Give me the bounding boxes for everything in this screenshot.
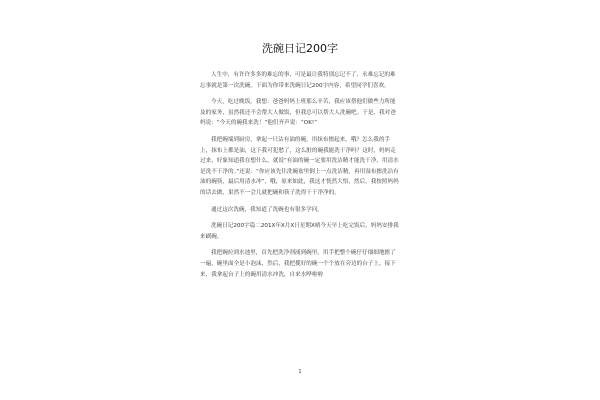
paragraph-2: 今天，吃过晚饭，我想：爸爸妈妈上班那么辛苦，我应该帮他们做些力所能及的家务，虽然我还不会帮大人做饭，但我总可以帮大人洗碗吧。于是，我对爸妈说：“今天的碗我来洗！”他们齐声说：“OK!”: [200, 99, 396, 127]
paragraph-4: 通过这次洗碗，我知道了洗碗也有很多学问。: [211, 206, 323, 213]
document-title: 洗碗日记200字: [262, 42, 338, 55]
paragraph-3: 我把碗端到厨房，拿起一只沾有油的碗，用抹布擦起来，哦？怎么我的手上，抹布上都是油，这下我可犯愁了，这么脏的碗我能洗干净吗？这时，妈妈走过来，好象知道我在想什么，就说“有油的碗一定要用洗洁精才能洗干净，用清水是洗不干净的。”还说：“你应该先往洗碗盆里倒上一点洗洁精，再用湿布擦洗沾有油的碗筷，最后用清水冲”，哦，原来如此，我这才恍然大悟，然后，我按照妈妈的话去做，果然不一会儿就把碗和筷子洗得干干净净的。: [200, 136, 399, 196]
paragraph-1: 人生中，有许许多多的难忘的事，可是最让我特别忘记不了、永难忘记的难忘事就是第一次洗碗。下面为你带来洗碗日记200字内容，希望同学们喜欢。: [200, 72, 396, 89]
paragraph-6: 我把碗拉到水池里，首先把洗净剂涌到碗里，用手把整个碗仔仔细细地擦了一遍，碗里面全是小泡沫，然后，我把揽好的碗一个个放在旁边的台子上，接下来，我拿起台子上的碗用清水冲洗，自来水哗啦啦: [200, 250, 396, 278]
page-number: 1: [298, 369, 302, 375]
paragraph-5: 洗碗日记200字篇二201X年X月X日星期X晴今天早上吃完饭后，妈妈安排我来刷碗。: [200, 223, 399, 240]
document-body: [200, 70, 400, 286]
